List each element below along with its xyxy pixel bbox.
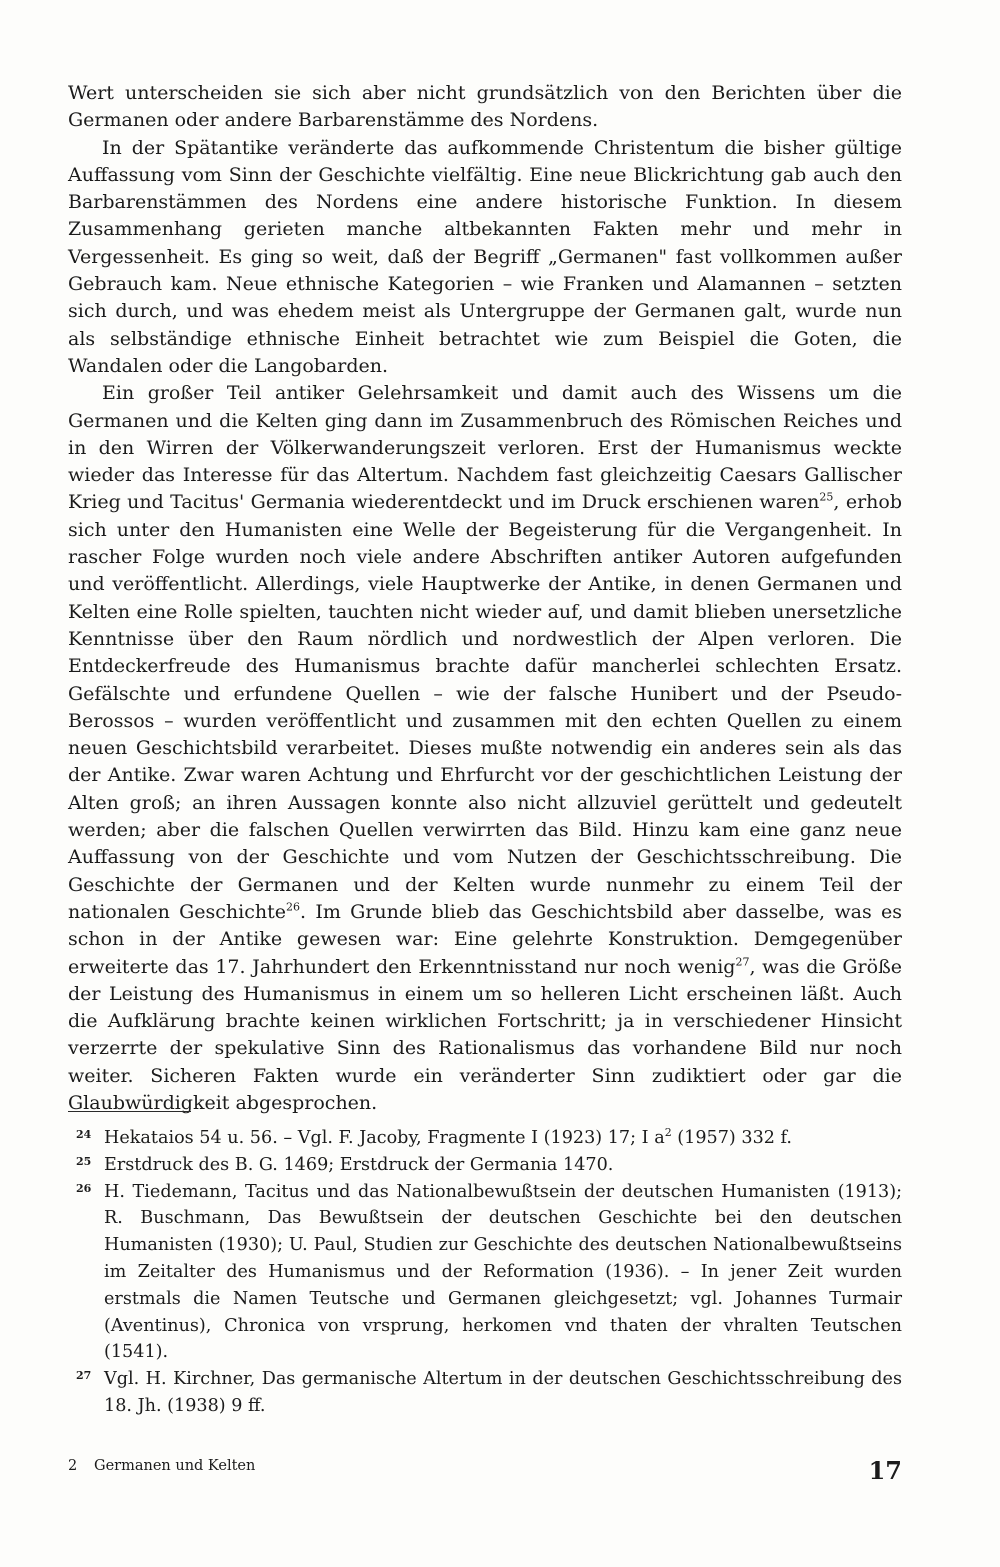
paragraph-2 <box>68 135 902 381</box>
signature-number: 2 <box>68 1458 78 1474</box>
signature-title: Germanen und Kelten <box>94 1458 256 1474</box>
paragraph-3 <box>68 380 902 1117</box>
footnote-number: 25 <box>76 1154 92 1168</box>
footnote-separator <box>68 1111 191 1112</box>
paragraph-3-text-c: . Im Grunde blieb das Geschichtsbild aber dasselbe, was es schon in der Antike gewesen war: Eine gelehrte Konstruktion. Demgegenüber erweiterte das 17. Jahrhundert den Erkenntnisstand nur noch wenig <box>68 900 902 978</box>
footnote-ref-27: 27 <box>735 955 750 969</box>
footnote-25 <box>68 1152 902 1179</box>
footnote-27-text: Vgl. H. Kirchner, Das germanische Altertum in der deutschen Geschichtsschreibung des 18. Jh. (1938) 9 ff. <box>104 1369 902 1416</box>
paragraph-3-text-d: , was die Größe der Leistung des Humanismus in einem um so helleren Licht erscheinen läßt. Auch die Aufklärung brachte keinen wirklichen Fortschritt; ja in verschiedener Hinsicht verzerrte der spekulative Sinn des Rationalismus das vorhandene Bild nur noch weiter. Sicheren Fakten wurde ein veränderter Sinn zudiktiert oder gar die Glaubwürdigkeit abgesprochen. <box>68 955 902 1114</box>
footnote-25-text: Erstdruck des B. G. 1469; Erstdruck der Germania 1470. <box>104 1154 614 1175</box>
signature-mark <box>68 1456 255 1476</box>
paragraph-2-text: In der Spätantike veränderte das aufkommende Christentum die bisher gültige Auffassung vom Sinn der Geschichte vielfältig. Eine neue Blickrichtung gab auch den Barbarenstämmen des Nordens eine andere historische Funktion. In diesem Zusammenhang gerieten manche altbekannten Fakten mehr und mehr in Vergessenheit. Es ging so weit, daß der Begriff „Germanen" fast vollkommen außer Gebrauch kam. Neue ethnische Kategorien – wie Franken und Alamannen – setzten sich durch, und was ehedem meist als Untergruppe der Germanen galt, wurde nun als selbständige ethnische Einheit betrachtet wie zum Beispiel die Goten, die Wandalen oder die Langobarden. <box>68 136 902 377</box>
footnote-ref-26: 26 <box>286 900 301 914</box>
footnote-ref-25: 25 <box>819 491 834 505</box>
footnote-24 <box>68 1125 902 1152</box>
footnote-number: 26 <box>76 1181 92 1195</box>
page-number: 17 <box>868 1456 902 1485</box>
paragraph-1-text: Wert unterscheiden sie sich aber nicht grundsätzlich von den Berichten über die Germanen oder andere Barbarenstämme des Nordens. <box>68 82 902 132</box>
footnote-24-text-b: (1957) 332 f. <box>671 1128 793 1148</box>
footnote-number: 27 <box>76 1369 92 1383</box>
paragraph-1 <box>68 80 902 135</box>
footnote-26-text: H. Tiedemann, Tacitus und das Nationalbewußtsein der deutschen Humanisten (1913); R. Buschmann, Das Bewußtsein der deutschen Geschichte bei den deutschen Humanisten (1930); U. Paul, Studien zur Geschichte des deutschen Nationalbewußtseins im Zeitalter des Humanismus und der Reformation (1936). – In jener Zeit wurden erstmals die Namen Teutsche und Germanen gleichgesetzt; vgl. Johannes Turmair (Aventinus), Chronica von vrsprung, herkomen vnd thaten der vhralten Teutschen (1541). <box>104 1181 902 1363</box>
footnote-number: 24 <box>76 1128 92 1141</box>
footnotes <box>68 1125 902 1420</box>
footnote-27 <box>68 1366 902 1420</box>
footnote-26 <box>68 1179 902 1367</box>
body-text <box>68 80 902 1117</box>
paragraph-3-text-b: , erhob sich unter den Humanisten eine Welle der Begeisterung für die Vergangenheit. In rascher Folge wurden noch viele andere Abschriften antiker Autoren aufgefunden und veröffentlicht. Allerdings, viele Hauptwerke der Antike, in denen Germanen und Kelten eine Rolle spielten, tauchten nicht wieder auf, und damit blieben unersetzliche Kenntnisse über den Raum nördlich und nordwestlich der Alpen verloren. Die Entdeckerfreude des Humanismus brachte dafür mancherlei schlechten Ersatz. Gefälschte und erfundene Quellen – wie der falsche Hunibert und der Pseudo-Berossos – wurden veröffentlicht und zusammen mit den echten Quellen zu einem neuen Geschichtsbild verarbeitet. Dieses mußte notwendig ein anderes sein als das der Antike. Zwar waren Achtung und Ehrfurcht vor der geschichtlichen Leistung der Alten groß; an ihren Aussagen konnte also nicht allzuviel gerüttelt und gedeutelt werden; aber die falschen Quellen verwirrten das Bild. Hinzu kam eine ganz neue Auffassung von der Geschichte und vom Nutzen der Geschichtsschreibung. Die Geschichte der Germanen und der Kelten wurde nunmehr zu einem Teil der nationalen Geschichte <box>68 491 902 923</box>
footnote-24-text-a: Hekataios 54 u. 56. – Vgl. F. Jacoby, Fragmente I (1923) 17; I a <box>104 1128 665 1148</box>
footnote-24-superscript: 2 <box>664 1126 672 1140</box>
paragraph-3-text-a: Ein großer Teil antiker Gelehrsamkeit und damit auch des Wissens um die Germanen und die Kelten ging dann im Zusammenbruch des Römischen Reiches und in den Wirren der Völkerwanderungszeit verloren. Erst der Humanismus weckte wieder das Interesse für das Altertum. Nachdem fast gleichzeitig Caesars Gallischer Krieg und Tacitus' Germania wiederentdeckt und im Druck erschienen waren <box>68 382 902 514</box>
